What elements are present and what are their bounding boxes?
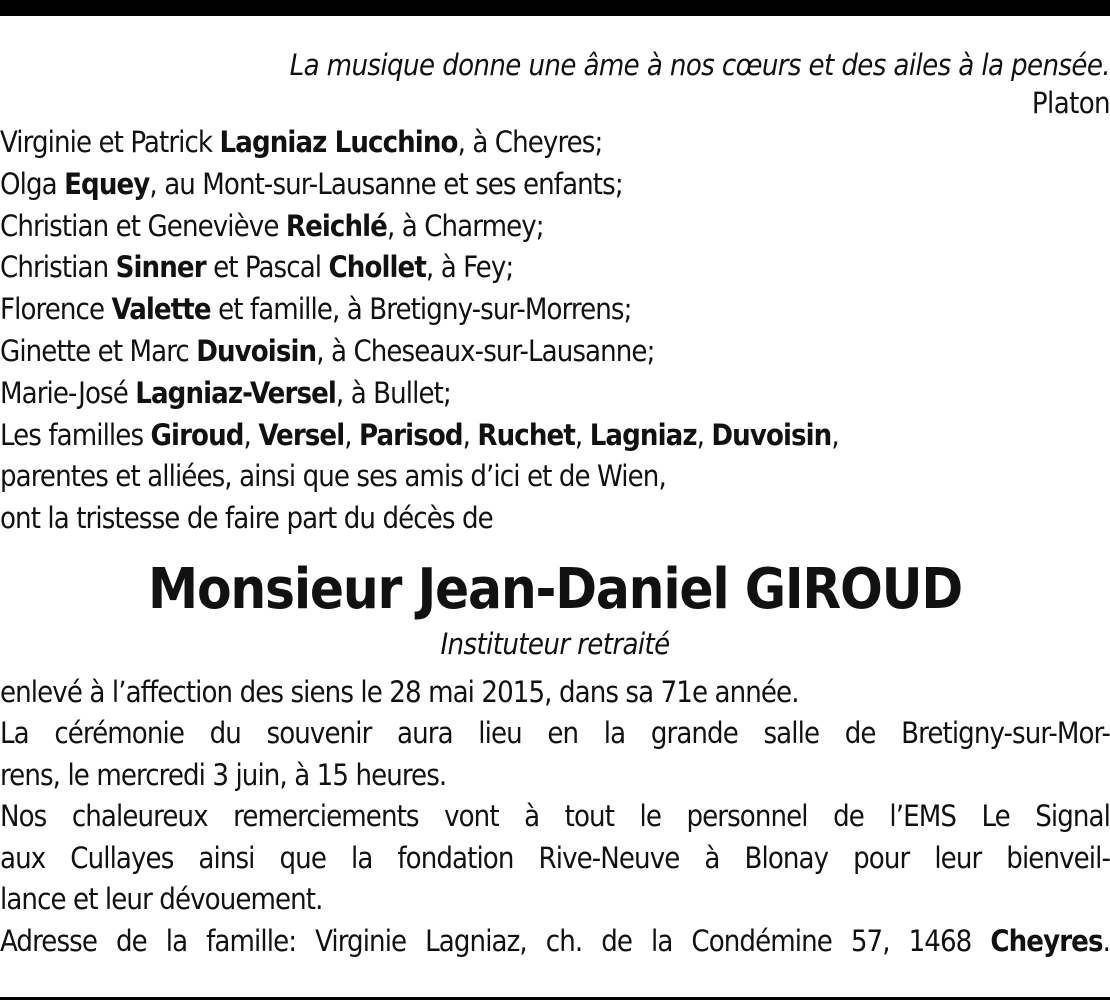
text-segment: lance et leur dévouement. [0, 882, 323, 917]
name-bold: Lagniaz-Versel [135, 375, 336, 410]
name-bold: Parisod [359, 417, 463, 452]
text-segment: , à Bullet; [335, 375, 451, 410]
text-segment: Nos chaleureux remerciements vont à tout le personnel de l’EMS Le Signal [0, 799, 1110, 834]
mourner-line [0, 331, 1110, 373]
name-bold: Giroud [150, 417, 244, 452]
text-segment: Les familles [0, 417, 151, 452]
text-segment: ont la tristesse de faire part du décès de [0, 501, 493, 536]
text-segment: Ginette et Marc [0, 333, 197, 368]
text-segment: , à Charmey; [386, 208, 544, 243]
deceased-title: Instituteur retraité [440, 626, 670, 661]
body-line [0, 921, 1110, 963]
text-segment: enlevé à l’affection des siens le 28 mai 2015, dans sa 71e année. [0, 674, 799, 709]
mourner-line [0, 164, 1110, 206]
text-segment: Christian et Geneviève [0, 208, 286, 243]
text-segment: , [831, 417, 839, 452]
name-bold: Chollet [328, 250, 426, 285]
epigraph-author: Platon [1031, 86, 1110, 120]
name-bold: Duvoisin [196, 333, 317, 368]
text-segment: . [1102, 923, 1110, 958]
mourner-line [0, 122, 1110, 164]
text-segment: Marie-José [0, 375, 136, 410]
text-segment: La cérémonie du souvenir aura lieu en la grande salle de Bretigny-sur-Mor- [0, 716, 1110, 751]
name-bold: Lagniaz Lucchino [219, 125, 458, 159]
mourner-line [0, 498, 1110, 540]
text-segment: Virginie et Patrick [0, 125, 220, 159]
body-line [0, 879, 1110, 921]
text-segment: , à Cheyres; [457, 125, 603, 159]
text-segment: , [462, 417, 478, 452]
text-segment: , au Mont-sur-Lausanne et ses enfants; [149, 166, 623, 201]
name-bold: Valette [111, 292, 211, 327]
mourner-line [0, 373, 1110, 415]
name-bold: Duvoisin [711, 417, 832, 452]
text-segment: aux Cullayes ainsi que la fondation Rive-Neuve à Blonay pour leur bienveil- [0, 840, 1110, 875]
body-line [0, 713, 1110, 755]
mourners-list [0, 122, 1110, 540]
bottom-rule [0, 997, 1110, 1000]
deceased-name: Monsieur Jean-Daniel GIROUD [148, 556, 962, 622]
text-segment: , à Cheseaux-sur-Lausanne; [316, 333, 655, 368]
top-rule [0, 0, 1110, 16]
mourner-line [0, 206, 1110, 248]
text-segment: , [696, 417, 712, 452]
obituary-notice [0, 46, 1110, 962]
name-bold: Sinner [115, 250, 206, 285]
text-segment: , [344, 417, 360, 452]
text-segment: et famille, à Bretigny-sur-Morrens; [210, 292, 632, 327]
text-segment: , à Fey; [425, 250, 514, 285]
mourner-line [0, 289, 1110, 331]
mourner-line [0, 456, 1110, 498]
name-bold: Ruchet [477, 417, 575, 452]
epigraph-quote: La musique donne une âme à nos cœurs et des ailes à la pensée. [289, 48, 1110, 82]
name-bold: Equey [64, 166, 150, 201]
text-segment: , [243, 417, 259, 452]
body-line [0, 672, 1110, 714]
text-segment: Christian [0, 250, 116, 285]
mourner-line [0, 415, 1110, 457]
mourner-line [0, 247, 1110, 289]
body-line [0, 838, 1110, 880]
body-line [0, 796, 1110, 838]
text-segment: et Pascal [205, 250, 329, 285]
text-segment: Florence [0, 292, 112, 327]
name-bold: Versel [258, 417, 345, 452]
text-segment: parentes et alliées, ainsi que ses amis d’ici et de Wien, [0, 459, 666, 494]
notice-body [0, 672, 1110, 963]
name-bold: Lagniaz [589, 417, 697, 452]
body-line [0, 755, 1110, 797]
name-bold: Reichlé [285, 208, 387, 243]
text-segment: rens, le mercredi 3 juin, à 15 heures. [0, 757, 447, 792]
name-bold: Cheyres [990, 923, 1103, 958]
text-segment: , [574, 417, 590, 452]
text-segment: Olga [0, 166, 65, 201]
text-segment: Adresse de la famille: Virginie Lagniaz, ch. de la Condémine 57, 1468 [0, 923, 991, 958]
